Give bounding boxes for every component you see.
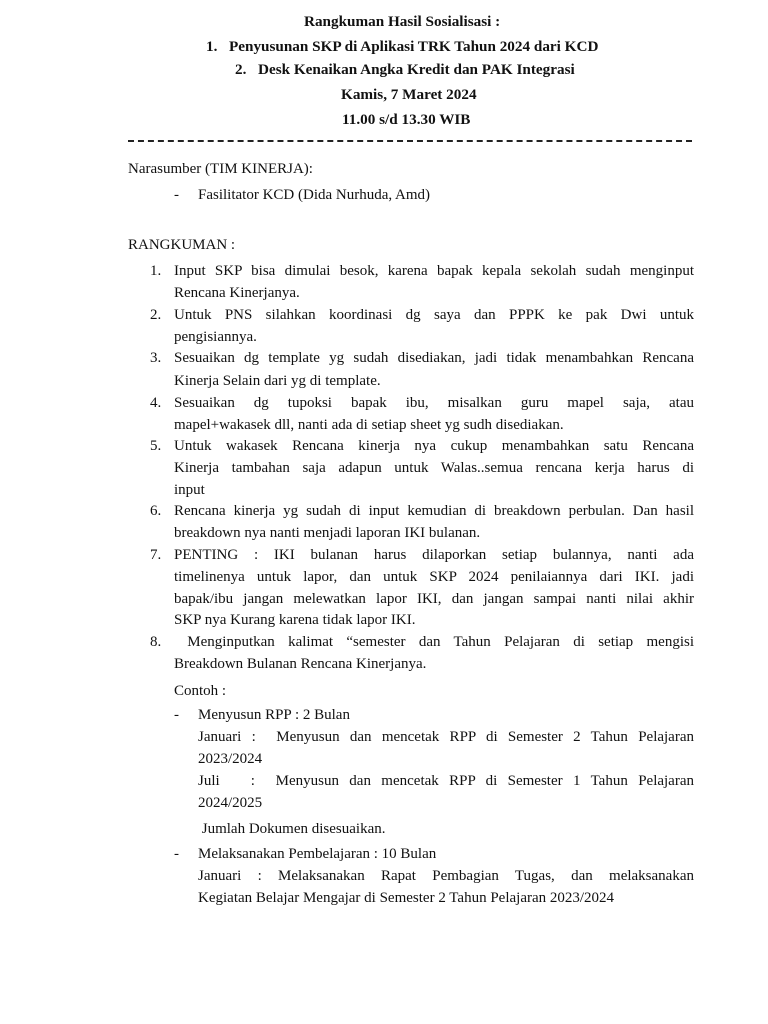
example-line: Jumlah Dokumen disesuaikan.: [198, 821, 386, 837]
summary-item-line: Rencana Kinerjanya.: [174, 285, 300, 301]
summary-item-number: 7.: [150, 547, 162, 563]
example-bullet: -: [174, 707, 179, 723]
summary-item-number: 1.: [150, 263, 162, 279]
example-label: Contoh :: [174, 683, 227, 699]
dashed-separator: [128, 140, 692, 142]
summary-item-line: timelinenya untuk lapor, dan untuk SKP 2024 penilaiannya dari IKI. jadi: [174, 569, 694, 585]
summary-item-line: breakdown nya nanti menjadi laporan IKI bulanan.: [174, 525, 481, 541]
example-title: Melaksanakan Pembelajaran : 10 Bulan: [198, 846, 437, 862]
example-line: 2024/2025: [198, 795, 263, 811]
summary-item-number: 2.: [150, 307, 162, 323]
summary-heading: RANGKUMAN :: [128, 237, 236, 253]
summary-item-line: Kinerja tambahan saja adapun untuk Walas..semua rencana kerja harus di: [174, 460, 694, 476]
summary-item-line: SKP nya Kurang karena tidak lapor IKI.: [174, 612, 416, 628]
example-line: Januari : Melaksanakan Rapat Pembagian Tugas, dan melaksanakan: [198, 868, 694, 884]
summary-item-line: mapel+wakasek dll, nanti ada di setiap sheet yg sudh disediakan.: [174, 417, 564, 433]
example-bullet: -: [174, 846, 179, 862]
summary-item-line: Breakdown Bulanan Rencana Kinerjanya.: [174, 656, 427, 672]
summary-item-line: Rencana kinerja yg sudah di input kemudian di breakdown perbulan. Dan hasil: [174, 503, 694, 519]
summary-item-number: 6.: [150, 503, 162, 519]
example-line: Januari : Menyusun dan mencetak RPP di Semester 2 Tahun Pelajaran: [198, 729, 694, 745]
summary-item-number: 3.: [150, 350, 162, 366]
speaker-label: Narasumber (TIM KINERJA):: [128, 161, 313, 177]
summary-item-number: 8.: [150, 634, 162, 650]
speaker-name: Fasilitator KCD (Dida Nurhuda, Amd): [198, 187, 431, 203]
summary-item-line: PENTING : IKI bulanan harus dilaporkan setiap bulannya, nanti ada: [174, 547, 694, 563]
topic-2: Desk Kenaikan Angka Kredit dan PAK Integrasi: [258, 61, 575, 78]
summary-item-line: bapak/ibu jangan melewatkan lapor IKI, dan jangan sampai nanti nilai akhir: [174, 591, 694, 607]
summary-item-line: Menginputkan kalimat “semester dan Tahun Pelajaran di setiap mengisi: [174, 634, 694, 650]
summary-item-line: Untuk PNS silahkan koordinasi dg saya dan PPPK ke pak Dwi untuk: [174, 307, 694, 323]
summary-item-number: 4.: [150, 395, 162, 411]
summary-item-line: Kinerja Selain dari yg di template.: [174, 373, 381, 389]
topic-1: Penyusunan SKP di Aplikasi TRK Tahun 2024 dari KCD: [229, 38, 599, 55]
summary-item-line: pengisiannya.: [174, 329, 257, 345]
example-line: Kegiatan Belajar Mengajar di Semester 2 Tahun Pelajaran 2023/2024: [198, 890, 615, 906]
summary-item-line: input: [174, 482, 205, 498]
example-title: Menyusun RPP : 2 Bulan: [198, 707, 350, 723]
summary-item-line: Input SKP bisa dimulai besok, karena bapak kepala sekolah sudah menginput: [174, 263, 694, 279]
event-time: 11.00 s/d 13.30 WIB: [342, 111, 471, 128]
summary-item-line: Sesuaikan dg tupoksi bapak ibu, misalkan guru mapel saja, atau: [174, 395, 694, 411]
topic-1-number: 1.: [206, 38, 218, 55]
example-line: Juli : Menyusun dan mencetak RPP di Semester 1 Tahun Pelajaran: [198, 773, 694, 789]
example-line: 2023/2024: [198, 751, 263, 767]
speaker-bullet: -: [174, 187, 179, 203]
document-title: Rangkuman Hasil Sosialisasi :: [304, 13, 501, 30]
event-date: Kamis, 7 Maret 2024: [341, 86, 477, 103]
summary-item-line: Untuk wakasek Rencana kinerja nya cukup menambahkan satu Rencana: [174, 438, 694, 454]
topic-2-number: 2.: [235, 61, 247, 78]
summary-item-line: Sesuaikan dg template yg sudah disediakan, jadi tidak menambahkan Rencana: [174, 350, 694, 366]
summary-item-number: 5.: [150, 438, 162, 454]
